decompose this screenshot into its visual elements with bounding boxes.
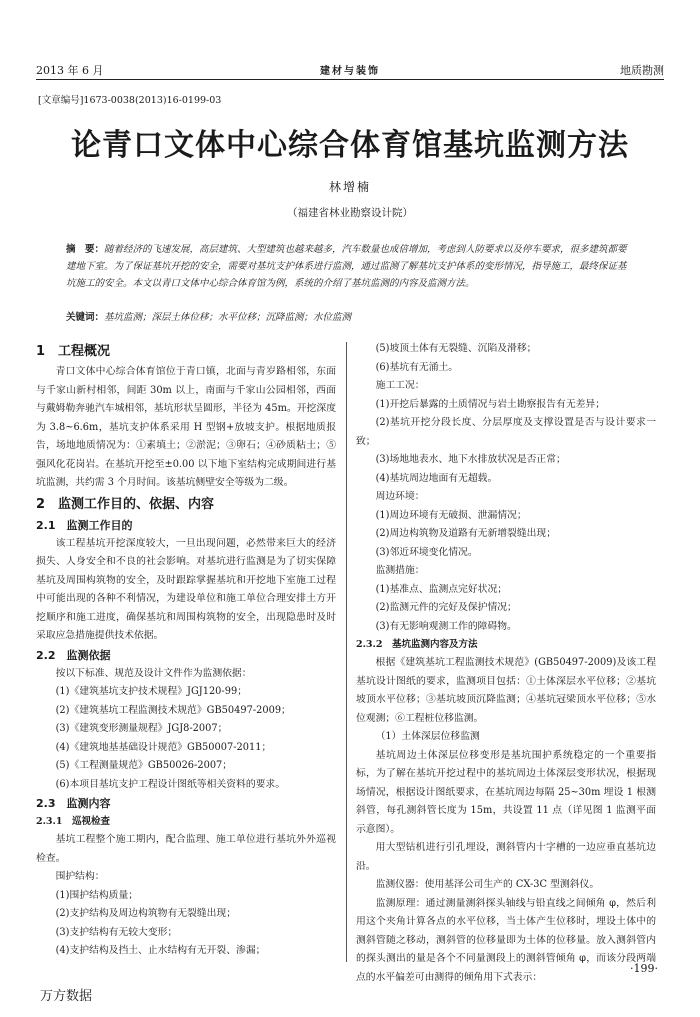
paragraph: 根据《建筑基坑工程监测技术规范》(GB50497-2009)及该工程基坑设计图纸的要求，监测项目包括：①土体深层水平位移；②基坑坡顶水平位移；③基坑坡顶沉降监测；④基坑冠梁顶水平位移；⑤水位观测；⑥工程桩位移监测。 [356,657,656,724]
list-item: (1)《建筑基坑支护技术规程》JGJ120-99； [55,686,247,697]
header-journal: 建材与装饰 [320,66,380,77]
subsubsection-heading: 2.3.2 基坑监测内容及方法 [356,639,478,650]
list-item: (4)基坑周边地面有无超载。 [375,472,498,484]
list-item: (2)支护结构及周边构筑物有无裂缝出现； [55,908,237,919]
header-rule [36,79,664,80]
paragraph: 监测原理：通过测量测斜探头轴线与铅直线之间倾角 φ，然后利用这个夹角计算各点的水平位移，当土体产生位移时，埋设土体中的测斜管随之移动，测斜管的位移量即为土体的位移量。放入测斜管内的探头测出的量是各个不同量测段上的测斜管倾角 φ，而该分段两端点的水平偏差可由测得的倾角用下式表示： [356,897,656,983]
keywords [66,309,634,323]
paper-title: 论青口文体中心综合体育馆基坑监测方法 [71,128,629,163]
watermark: 万方数据 [40,989,93,1004]
list-item: (2)监测元件的完好及保护情况； [375,602,517,613]
list-item: (1)开挖后暴露的土质情况与岩土勘察报告有无差异； [375,398,606,410]
subsection-heading: 2.2 监测依据 [36,648,111,662]
page-number: ·199· [630,962,658,975]
right-column [356,340,656,987]
paragraph: 监测仪器：使用基泽公司生产的 CX-3C 型测斜仪。 [375,879,600,890]
list-item: (3)有无影响观测工作的障碍物。 [375,620,517,632]
list-item: (5)坡顶土体有无裂缝、沉陷及滑移； [375,343,537,354]
list-item: (2)基坑开挖分段长度、分层厚度及支撑设置是否与设计要求一致； [356,417,656,447]
subsection-heading: 2.1 监测工作目的 [36,518,133,532]
list-item: (2)周边构筑物及道路有无新增裂缝出现； [375,528,557,539]
abstract-text: 随着经济的飞速发展，高层建筑、大型建筑也越来越多，汽车数量也成倍增加，考虑到人防要求以及停车要求，很多建筑都要建地下室。为了保证基坑开挖的安全，需要对基坑支护体系进行监测，通过监测了解基坑支护体系的变形情况，指导施工，最终保证基坑施工的安全。本文以青口文体中心综合体育馆为例，系统的介绍了基坑监测的内容及监测方法。 [66,244,627,289]
list-item: (3)《建筑变形测量规程》JGJ8-2007； [55,723,228,734]
keywords-text: 基坑监测；深层土体位移；水平位移；沉降监测；水位监测 [104,312,352,323]
list-title: 周边环境： [375,491,425,502]
paragraph: 基坑工程整个施工期内，配合监理、施工单位进行基坑外外巡视检查。 [36,834,336,864]
list-item: (6)本项目基坑支护工程设计图纸等相关资料的要求。 [55,778,286,790]
column-divider [346,342,347,962]
paragraph: 按以下标准、规范及设计文件作为监测依据： [55,667,252,679]
article-number: [文章编号]1673-0038(2013)16-0199-03 [38,95,222,106]
paragraph: 青口文体中心综合体育馆位于青口镇，北面与青岁路相邻，东面与千家山新村相邻，间距 30m 以上，南面与千家山公园相邻，西面与戴姆勒奔驰汽车城相邻，基坑形状呈圆形，半径为 45m。开挖深度为 3.8~6.6m，基坑支护体系采用 H 型钢+放坡支护。根据地质报告，场地地质情况为：①素填土；②淤泥；③卵石；④砂质粘土；⑤强风化花岗岩。在基坑开挖至±0.00 以下地下室结构完成期间进行基坑监测，共约需 3 个月时间。该基坑侧壁安全等级为二级。 [36,366,336,488]
section-heading: 1 工程概况 [36,344,111,359]
list-item: (1)基准点、监测点完好状况； [375,583,508,595]
abstract [66,241,634,292]
list-item: (3)场地地表水、地下水排放状况是否正常； [375,454,566,465]
list-item: (1)围护结构质量； [55,889,139,901]
subsection-heading: 2.3 监测内容 [36,797,111,810]
header-date: 2013 年 6 月 [36,64,104,77]
list-item: (3)支护结构有无较大变形； [55,926,178,938]
paragraph: 该工程基坑开挖深度较大，一旦出现问题，必然带来巨大的经济损失、人身安全和不良的社会影响。对基坑进行监测是为了切实保障基坑及周围构筑物的安全，及时跟踪掌握基坑和开挖地下室施工过程中可能出现的各种不利情况，为建设单位和施工单位合理安排土方开挖顺序和施工进度，确保基坑和周围构筑物的安全，出现隐患时及时采取应急措施提供技术依据。 [36,537,336,641]
paragraph: 用大型钻机进行引孔埋设，测斜管内十字槽的一边应垂直基坑边沿。 [356,842,656,872]
list-title: 监测措施： [375,565,425,576]
list-item: (5)《工程测量规范》GB50026-2007； [55,760,233,771]
list-title: 围护结构： [55,871,105,882]
running-header [36,62,664,78]
list-item: (4)支护结构及挡土、止水结构有无开裂、渗漏； [55,945,266,956]
list-item: (1)周边环境有无破损、泄漏情况； [375,509,527,521]
list-title: 施工工况： [375,380,425,391]
left-column [36,340,336,961]
list-item: (3)邻近环境变化情况。 [375,546,478,558]
section-heading: 2 监测工作目的、依据、内容 [36,496,215,512]
author: 林增楠 [328,180,371,194]
method-heading: （1）土体深层位移监测 [375,731,480,742]
abstract-label: 摘 要： [66,244,105,255]
header-column: 地质勘测 [620,64,664,77]
affiliation: （福建省林业勘察设计院） [287,207,413,219]
paragraph: 基坑周边土体深层位移变形是基坑围护系统稳定的一个重要指标，为了解在基坑开挖过程中的基坑周边土体深层变形状况，根据现场情况，根据设计图纸要求，在基坑周边每隔 25~30m 埋设 1 根测斜管，每孔测斜管长度为 15m，共设置 11 点（详见图 1 监测平面示意图）。 [356,749,656,835]
keywords-label: 关键词： [66,312,105,323]
subsubsection-heading: 2.3.1 巡视检查 [36,816,110,827]
list-item: (4)《建筑地基基础设计规范》GB50007-2011； [55,741,272,753]
list-item: (6)基坑有无涌土。 [375,361,459,373]
list-item: (2)《建筑基坑工程监测技术规范》GB50497-2009； [55,704,291,716]
